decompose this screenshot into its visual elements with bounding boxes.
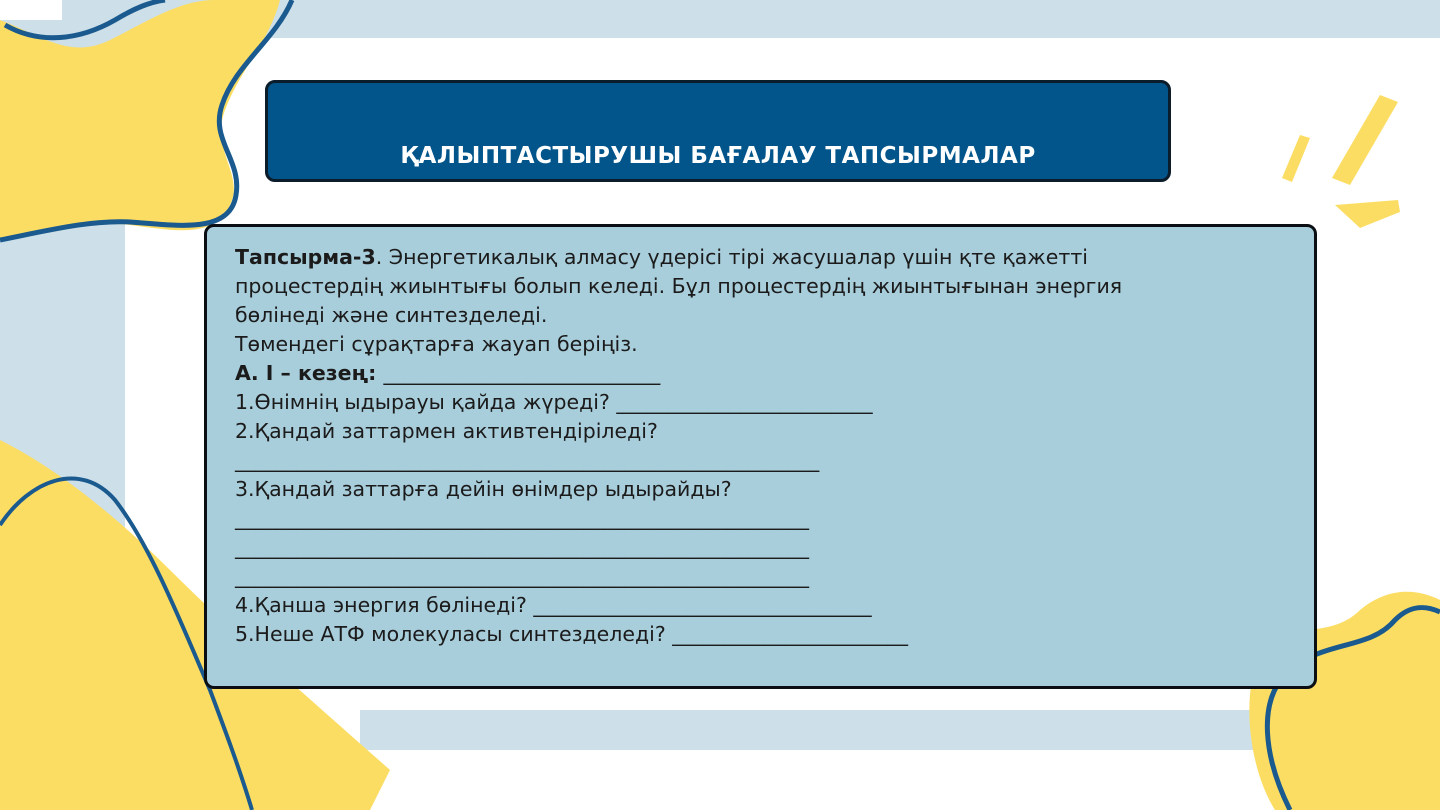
question-1: 1.Өнімнің ыдырауы қайда жүреді? _________________________ (235, 390, 873, 414)
question-3-blank-3: ________________________________________________________ (235, 564, 809, 588)
question-3-blank-1: ________________________________________________________ (235, 506, 809, 530)
task-intro-line-2: процестердің жиынтығы болып келеді. Бұл процестердің жиынтығынан энергия (235, 274, 1123, 298)
task-intro-line-3: бөлінеді және синтезделеді. (235, 303, 548, 327)
white-corner (0, 0, 62, 20)
frame-bar-bottom (360, 710, 1300, 750)
stage-blank: ___________________________ (383, 361, 661, 385)
question-3-blank-2: ________________________________________________________ (235, 535, 809, 559)
slide-title: ҚАЛЫПТАСТЫРУШЫ БАҒАЛАУ ТАПСЫРМАЛАР (400, 143, 1036, 169)
task-body (235, 243, 1295, 649)
task-box (204, 224, 1317, 689)
task-intro-text-1: . Энергетикалық алмасу үдерісі тірі жасушалар үшін қте қажетті (375, 245, 1088, 269)
task-instruction: Төмендегі сұрақтарға жауап беріңіз. (235, 332, 638, 356)
yellow-stroke-1 (1332, 95, 1398, 185)
question-4: 4.Қанша энергия бөлінеді? _________________________________ (235, 593, 872, 617)
yellow-stroke-3 (1335, 200, 1400, 228)
yellow-stroke-2 (1282, 135, 1310, 182)
stage-label: А. I – кезең: (235, 361, 384, 385)
stage-line (235, 359, 1295, 388)
question-2: 2.Қандай заттармен активтендіріледі? (235, 419, 658, 443)
task-heading: Тапсырма-3 (235, 245, 376, 269)
title-banner (265, 80, 1171, 182)
question-2-blank: _________________________________________________________ (235, 448, 820, 472)
question-3: 3.Қандай заттарға дейін өнімдер ыдырайды? (235, 477, 732, 501)
task-intro-line-1 (235, 243, 1295, 272)
question-5: 5.Неше АТФ молекуласы синтезделеді? _______________________ (235, 622, 909, 646)
